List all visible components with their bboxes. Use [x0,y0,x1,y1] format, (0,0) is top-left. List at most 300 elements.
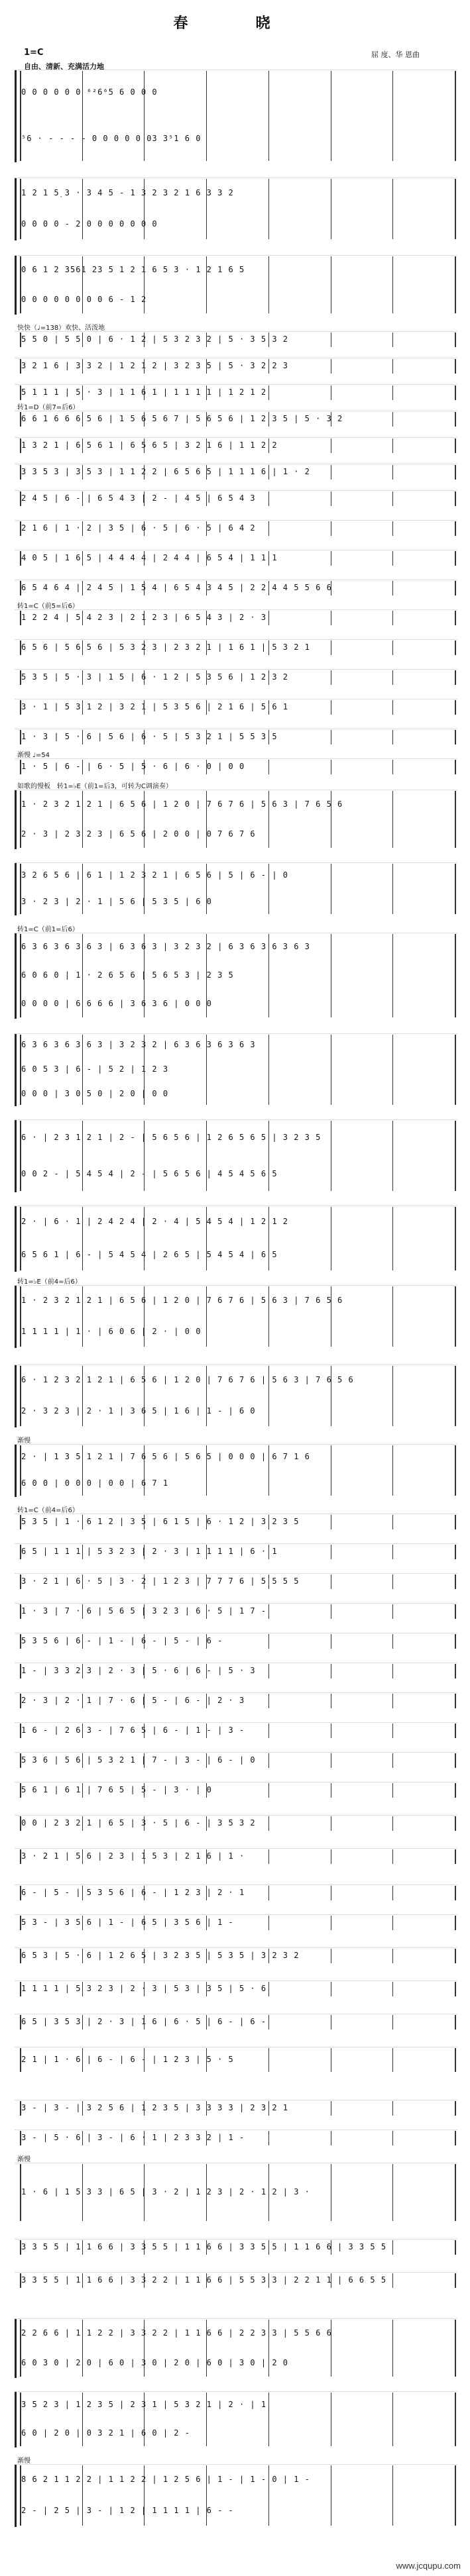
tempo-key-label: 渐慢 [17,2156,30,2163]
bar-line [82,1886,83,1900]
jianpu-line: 3 3 5 3 | 3 5 3 | 1 1 2 2 | 6 5 6 5 | 1 1 1 6 | 1 · 2 [21,467,310,476]
bar-line [82,1849,83,1864]
bar-line [392,1694,393,1708]
jianpu-line: 2 - | 2 5 | 3 - | 1 2 | 1 1 1 1 | 6 - - [21,2506,234,2516]
bar-line [206,670,207,685]
bar-line [455,256,456,313]
bar-line [268,670,269,685]
jianpu-line: 3 5 2 3 | 1 2 3 5 | 2 3 1 | 5 3 2 1 | 2 · | 1 [21,2400,267,2410]
bar-line [206,1694,207,1708]
bar-line [268,1286,269,1347]
bar-line [455,791,456,848]
bar-line [82,791,83,848]
bar-line [144,2101,145,2116]
bar-line [144,1445,145,1496]
score-system [15,862,457,915]
bar-line [455,71,456,161]
bar-line [268,1783,269,1798]
bar-line [392,256,393,313]
bar-line [392,1783,393,1798]
bar-line [268,730,269,745]
jianpu-line: 2 1 6 | 1 · 2 | 3 5 | 6 · 5 | 6 · 5 | 6 4 2 [21,523,256,533]
bar-line [392,1753,393,1768]
bar-line [20,2465,21,2526]
staff-edge-top [15,1884,457,1885]
bar-line [144,1886,145,1900]
jianpu-line: 1 3 2 1 | 6 5 6 1 | 6 5 6 5 | 3 2 1 6 | 1 1 2 2 [21,440,278,450]
bar-line [455,2048,456,2072]
bar-line [82,1753,83,1768]
bar-line [268,1949,269,1963]
jianpu-line: 2 · 3 2 3 | 2 · 1 | 3 6 5 | 1 6 | 1 - | 6 0 [21,1406,256,1416]
bar-line [206,2101,207,2116]
jianpu-line: 0 0 0 0 0 0 0 0 6 - 1 2 [21,294,147,304]
bar-line [144,465,145,480]
bar-line [20,2164,21,2221]
bar-line [392,2101,393,2116]
bar-line [144,1035,145,1105]
bar-line [82,2273,83,2288]
bar-line [82,934,83,1017]
score-system [15,1206,457,1272]
bar-line [455,1545,456,1559]
bar-line [144,791,145,848]
jianpu-line: 1 6 - | 2 6 3 - | 7 6 5 | 6 - | 1 - | 3 - [21,1726,245,1735]
bar-line [82,581,83,595]
bar-line [455,1783,456,1798]
jianpu-line: 1 · 2 3 2 1 2 1 | 6 5 6 | 1 2 0 | 7 6 7 6 | 5 6 3 | 7 6 5 6 [21,1295,343,1305]
bar-line [392,1286,393,1347]
bar-line [82,256,83,313]
score-system [15,1437,457,1497]
jianpu-line: 1 2 1 5̣ 3 · 3 4 5 - 1 3 2 3 2 1 6 3 3 2 [21,187,234,197]
bar-line [144,2048,145,2072]
bar-line [392,1664,393,1678]
bar-line [455,1694,456,1708]
jianpu-line: 2 2 6 6 | 1 1 2 2 | 3 3 2 2 | 1 1 6 6 | 2 2 3 3 | 5 5 6 6 [21,2328,332,2338]
bar-line [268,438,269,453]
score-system [15,490,457,507]
bar-line [268,521,269,536]
bar-line [392,438,393,453]
staff-edge-top [15,1914,457,1915]
bar-line [206,1816,207,1831]
bar-line [144,581,145,595]
score-system [15,2014,457,2031]
bar-line [206,1604,207,1619]
bar-line [20,521,21,536]
jianpu-line: 8 6 2 1 1 2 2 | 1 1 2 2 | 1 2 5 6 | 1 - | 1 - 0 | 1 - [21,2474,310,2484]
tempo-key-label: 转1=♭E（前4=后6） [17,1278,82,1286]
jianpu-line: 3 · 2 1 | 5 6 | 2 3 | 1 5 3 | 2 1 6 | 1 · [21,1851,245,1861]
bar-line [455,491,456,506]
score-system [15,1603,457,1620]
bar-line [144,2015,145,2030]
jianpu-line: 5 5 0 | 5 5 0 | 6 · 1 2 | 5 3 2 3 2 | 5 · 3 5 3 2 [21,335,289,344]
tempo-key-label: 转1=C（前1=后6） [17,926,79,933]
score-system [15,1752,457,1769]
bar-line [392,1035,393,1105]
bar-line [20,1515,21,1529]
bar-line [455,670,456,685]
bar-line [455,1207,456,1270]
bar-line [268,2320,269,2377]
bar-line [455,2101,456,2116]
bar-line [82,2048,83,2072]
bar-line [82,2465,83,2526]
staff-edge-top [15,1573,457,1574]
bar-line [392,1121,393,1191]
bar-line [82,1816,83,1831]
staff-edge-top [15,1285,457,1286]
bar-line [206,1949,207,1963]
bar-line [206,551,207,566]
bar-line [206,1545,207,1559]
bar-line [455,1515,456,1529]
bar-line [144,1816,145,1831]
bar-line [392,551,393,566]
bar-line [144,1207,145,1270]
bar-line [20,791,21,848]
bar-line [455,2465,456,2526]
jianpu-line: 0 0 0 | 3 0 5 0 | 2 0 | 0 0 [21,1088,169,1098]
bar-line [206,581,207,595]
bar-line [206,730,207,745]
jianpu-line: 3 - | 3 - | 3 2 5 6 | 1 2 3 5 | 3 3 3 3 | 2 3 2 1 [21,2103,289,2112]
bar-line [268,934,269,1017]
bar-line [82,730,83,745]
bar-line [144,1515,145,1529]
bar-line [144,359,145,374]
bar-line [82,1207,83,1270]
bar-line [82,670,83,685]
tempo-key-label: 如歌的慢板 转1=♭E（前1=后3，可转为C调演奏） [17,783,172,790]
bar-line [455,934,456,1017]
bar-line [82,71,83,161]
expression-marking: 自由、清新、充满活力地 [24,62,104,71]
jianpu-line: 6 0 3 0 | 2 0 | 6 0 | 3 0 | 2 0 | 6 0 | 3 0 | 2 0 [21,2357,289,2367]
bar-line [392,1366,393,1426]
bar-line [392,2015,393,2030]
bar-line [20,670,21,685]
bar-line [455,611,456,625]
bar-line [455,864,456,914]
bar-line [206,611,207,625]
tempo-key-label: 渐慢 ♩=54 [17,752,50,759]
jianpu-line: 5 1 1 1 | 5 · 3 | 1 1 6 1 | 1 1 1 1 | 1 2 1 2 [21,387,267,397]
bar-line [268,1664,269,1678]
bar-line [206,2273,207,2288]
bar-line [20,611,21,625]
bar-line [206,1783,207,1798]
bar-line [268,1604,269,1619]
bar-line [268,386,269,400]
bar-line [144,1753,145,1768]
bar-line [20,1035,21,1105]
bar-line [455,760,456,774]
bar-line [82,1286,83,1347]
bar-line [20,2101,21,2116]
bar-line [82,611,83,625]
score-system [15,752,457,776]
staff-edge-top [15,1722,457,1723]
jianpu-line: 6 0 5 3 | 6 - | 5 2 | 1 2 3 [21,1064,169,1074]
bar-line [206,1886,207,1900]
score-system [15,1278,457,1348]
bar-line [392,641,393,655]
bar-line [455,1664,456,1678]
bar-line [144,1366,145,1426]
bar-line [20,1886,21,1900]
score-system [15,1884,457,1902]
bar-line [82,1664,83,1678]
score-system [15,926,457,1019]
bar-line [206,2465,207,2526]
bar-line [82,551,83,566]
bar-line [20,491,21,506]
bar-line [82,359,83,374]
bar-line [82,2131,83,2145]
bar-line [392,1949,393,1963]
staff-edge-top [15,609,457,610]
bar-line [144,1121,145,1191]
bar-line [20,1949,21,1963]
bar-line [455,641,456,655]
bar-line [20,551,21,566]
bar-line [144,2131,145,2145]
bar-line [455,1949,456,1963]
bar-line [392,71,393,161]
bar-line [20,1753,21,1768]
staff-edge-top [15,1603,457,1604]
bar-line [144,1916,145,1930]
bar-line [20,1816,21,1831]
staff-edge-top [15,437,457,438]
bar-line [82,179,83,239]
staff-edge-top [15,1033,457,1034]
bar-line [392,700,393,715]
bar-line [144,1545,145,1559]
bar-line [20,730,21,745]
tempo-key-label: 渐慢 [17,1437,30,1445]
bar-line [144,760,145,774]
score-system [15,1507,457,1531]
jianpu-line: 1 · 2 3 2 1 2 1 | 6 5 6 | 1 2 0 | 7 6 7 6 | 5 6 3 | 7 6 5 6 [21,799,343,809]
bar-line [20,1849,21,1864]
bar-line [82,1445,83,1496]
bar-line [206,333,207,347]
bar-line [455,412,456,427]
bar-line [206,1515,207,1529]
jianpu-line: 6 · | 2 3 1 2 1 | 2 - | 5 6 5 6 | 1 2 6 5 6 5 | 3 2 3 5 [21,1132,322,1142]
staff-edge-top [15,1444,457,1445]
bar-line [268,333,269,347]
jianpu-line: 3 · 2 3 | 2 · 1 | 5 6 | 5 3 5 | 6 0 [21,897,212,906]
bar-line [20,1445,21,1496]
bar-line [206,1634,207,1649]
bar-line [206,934,207,1017]
bar-line [144,1694,145,1708]
bar-line [455,1366,456,1426]
bar-line [455,1574,456,1589]
bar-line [268,2240,269,2255]
bar-line [206,2015,207,2030]
bar-line [206,1724,207,1738]
score-system [15,1692,457,1710]
jianpu-line: 1 - | 3 3 2 3 | 2 · 3 | 5 · 6 | 6 - | 5 · 3 [21,1666,256,1675]
score-system [15,437,457,454]
jianpu-line: 0 0 0 0 0 0 ⁶²6⁶5 6 0 0 0 [21,87,158,97]
jianpu-line: 6 0 | 2 0 | 0 3 2 1 | 6 0 | 2 - [21,2428,190,2438]
jianpu-line: 6 5 3 | 5 · 6 | 1 2 6 5 | 3 2 3 5 | 5 3 5 | 3 2 3 2 [21,1951,300,1960]
bar-line [455,1724,456,1738]
bar-line [268,256,269,313]
bar-line [392,491,393,506]
bar-line [206,791,207,848]
bar-line [392,1634,393,1649]
jianpu-line: 1 1 1 1 | 5 3 2 3 | 2 · 3 | 5 3 | 3 5 | 5 · 6 [21,1984,267,1993]
staff-edge-top [15,2318,457,2319]
bar-line [268,1886,269,1900]
bar-line [82,1035,83,1105]
bar-line [455,465,456,480]
bar-line [268,1724,269,1738]
bar-line [206,864,207,914]
jianpu-line: 6 3 6 3 6 3 6 3 | 6 3 6 3 | 3 2 3 2 | 6 3 6 3 6 3 6 3 [21,941,310,951]
score-system [15,699,457,716]
bar-line [455,1634,456,1649]
bar-line [392,2048,393,2072]
bar-line [82,2240,83,2255]
score-system [15,520,457,537]
bar-line [144,2164,145,2221]
staff-edge-top [15,1543,457,1544]
bar-line [392,2465,393,2526]
score-system [15,550,457,567]
bar-line [206,2131,207,2145]
score-system [15,1033,457,1106]
bar-line [20,1286,21,1347]
score-system [15,325,457,348]
staff-edge-top [15,1848,457,1849]
jianpu-line: 1 · 6 | 1 5 3 3 | 6 5 | 3 · 2 | 1 2 3 | 2 · 1 2 | 3 · [21,2187,310,2196]
bar-line [392,581,393,595]
jianpu-line: 3 3 5 5 | 1 1 6 6 | 3 3 2 2 | 1 1 6 6 | 5 5 3 3 | 2 2 1 1 | 6 6 5 5 [21,2275,387,2285]
bar-line [268,641,269,655]
jianpu-line: 6 3 6 3 6 3 6 3 | 3 2 3 2 | 6 3 6 3 6 3 6 3 [21,1040,256,1050]
bar-line [455,386,456,400]
bar-line [144,700,145,715]
bar-line [20,465,21,480]
staff-edge-top [15,490,457,491]
jianpu-line: 3 · 1 | 5 3 1 2 | 3 2 1 | 5 3 5 6 | 2 1 6 | 5 6 1 [21,702,289,711]
bar-line [20,71,21,161]
jianpu-line: 2 · 3 | 2 · 1 | 7 · 6 | 5 - | 6 - | 2 · 3 [21,1696,245,1705]
bar-line [144,412,145,427]
bar-line [268,551,269,566]
bar-line [82,386,83,400]
jianpu-line: 6 5 | 1 1 1 | 5 3 2 3 | 2 · 3 | 1 1 1 1 | 6 · 1 [21,1547,278,1556]
bar-line [144,256,145,313]
bar-line [206,359,207,374]
bar-line [206,179,207,239]
bar-line [268,700,269,715]
bar-line [82,521,83,536]
score-system [15,2457,457,2527]
staff-edge-top [15,2391,457,2392]
bar-line [268,2101,269,2116]
composer-credit: 屈 度、华 恩曲 [371,50,420,59]
jianpu-line: 5 3 5 6 | 6 - | 1 - | 6 - | 5 - | 6 - [21,1636,223,1645]
bar-line [82,641,83,655]
bar-line [268,1545,269,1559]
bar-line [144,864,145,914]
jianpu-line: 6 6 1 6 6 6 5 6 | 1 5 6 5 6 7 | 5 6 5 6 | 1 2 3 5 | 5 · 3 2 [21,414,343,423]
jianpu-line: 6 5 6 1 | 6 - | 5 4 5 4 | 2 6 5 | 5 4 5 4 | 6 5 [21,1250,278,1259]
bar-line [20,2131,21,2145]
bar-line [455,581,456,595]
jianpu-line: 5 3 5 | 5 · 3 | 1 5 | 6 · 1 2 | 5 3 5 6 | 1 2 3 2 [21,672,289,682]
key-signature: 1=C [24,48,44,58]
bar-line [455,730,456,745]
bar-line [268,1916,269,1930]
bar-line [144,521,145,536]
bar-line [20,641,21,655]
bar-line [268,1035,269,1105]
bar-line [82,2101,83,2116]
bar-line [392,1916,393,1930]
bar-line [20,934,21,1017]
score-system [15,783,457,849]
bar-line [206,491,207,506]
bar-line [144,179,145,239]
bar-line [20,359,21,374]
jianpu-line: 6 0 6 0 | 1 · 2 6 5 6 | 5 6 5 3 | 2 3 5 [21,970,234,980]
bar-line [268,2164,269,2221]
bar-line [144,71,145,161]
bar-line [455,179,456,239]
bar-line [392,730,393,745]
jianpu-line: ⁵6 · - - - - 0 0 0 0 0 03 3⁵1 6 0 [21,134,202,143]
bar-line [82,465,83,480]
bar-line [268,1816,269,1831]
bar-line [268,179,269,239]
tempo-key-label: 转1=D（前7=后6） [17,404,80,411]
bar-line [268,1207,269,1270]
bar-line [206,71,207,161]
bar-line [144,1724,145,1738]
bar-line [268,864,269,914]
bar-line [144,1604,145,1619]
score-system [15,1947,457,1965]
bar-line [20,2320,21,2377]
bar-line [144,2320,145,2377]
bar-line [268,2273,269,2288]
jianpu-line: 3 - | 5 · 6 | 3 - | 6 · 1 | 2 3 3 2 | 1 - [21,2133,245,2142]
bar-line [82,2015,83,2030]
bar-line [392,412,393,427]
score-system [15,2156,457,2222]
bar-line [392,1886,393,1900]
bar-line [144,1982,145,1996]
jianpu-line: 0 0 2 - | 5 4 5 4 | 2 - | 5 6 5 6 | 4 5 4 5 6 5 [21,1168,278,1178]
jianpu-line: 6 5 | 3 5 3 | 2 · 3 | 1 6 | 6 · 5 | 6 - | 6 - [21,2017,267,2026]
bar-line [455,1816,456,1831]
score-system [15,1914,457,1932]
bar-line [206,256,207,313]
bar-line [20,1207,21,1270]
score-system [15,1815,457,1832]
